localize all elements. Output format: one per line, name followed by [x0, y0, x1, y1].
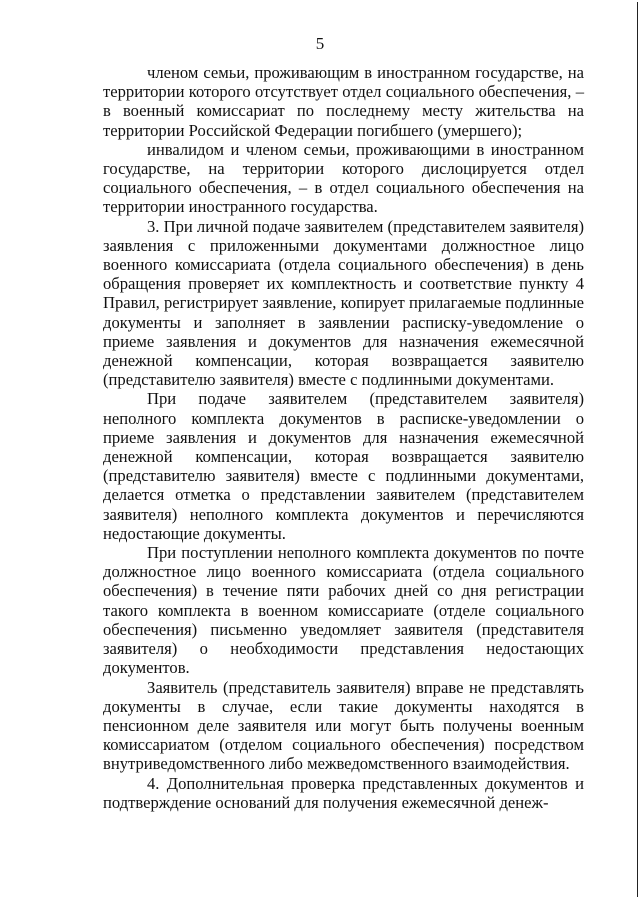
page-edge-line	[637, 2, 638, 897]
paragraph: 3. При личной подаче заявителем (представителем заявителя) заявления с приложенными документами должностное лицо военного комиссариата (отдела социального обеспечения) в день обращения проверяет их комплектность и соответствие пункту 4 Правил, регистрирует заявление, копирует прилагаемые подлинные документы и заполняет в заявлении расписку-уведомление о приеме заявления и документов для назначения ежемесячной денежной компенсации, которая возвращается заявителю (представителю заявителя) вместе с подлинными документами.	[103, 216, 584, 390]
paragraph: При поступлении неполного комплекта документов по почте должностное лицо военного комиссариата (отдела социального обеспечения) в течение пяти рабочих дней со дня регистрации такого комплекта в военном комиссариате (отделе социального обеспечения) письменно уведомляет заявителя (представителя заявителя) о необходимости представления недостающих документов.	[103, 543, 584, 678]
paragraph: При подаче заявителем (представителем заявителя) неполного комплекта документов в расписке-уведомлении о приеме заявления и документов для назначения ежемесячной денежной компенсации, которая возвращается заявителю (представителю заявителя) вместе с подлинными документами, делается отметка о представлении заявителем (представителем заявителя) неполного комплекта документов и перечисляются недостающие документы.	[103, 389, 584, 543]
paragraph: 4. Дополнительная проверка представленных документов и подтверждение оснований для получения ежемесячной денеж-	[103, 773, 584, 812]
page-number: 5	[315, 34, 325, 53]
paragraph: инвалидом и членом семьи, проживающими в иностранном государстве, на территории которого дислоцируется отдел социального обеспечения, – в отдел социального обеспечения на территории иностранного государства.	[103, 139, 584, 217]
paragraph: Заявитель (представитель заявителя) вправе не представлять документы в случае, если такие документы находятся в пенсионном деле заявителя или могут быть получены военным комиссариатом (отделом социального обеспечения) посредством внутриведомственного либо межведомственного взаимодействия.	[103, 677, 584, 774]
document-body	[103, 63, 584, 812]
paragraph: членом семьи, проживающим в иностранном государстве, на территории которого отсутствует отдел социального обеспечения, – в военный комиссариат по последнему месту жительства на территории Российской Федерации погибшего (умершего);	[103, 63, 584, 140]
